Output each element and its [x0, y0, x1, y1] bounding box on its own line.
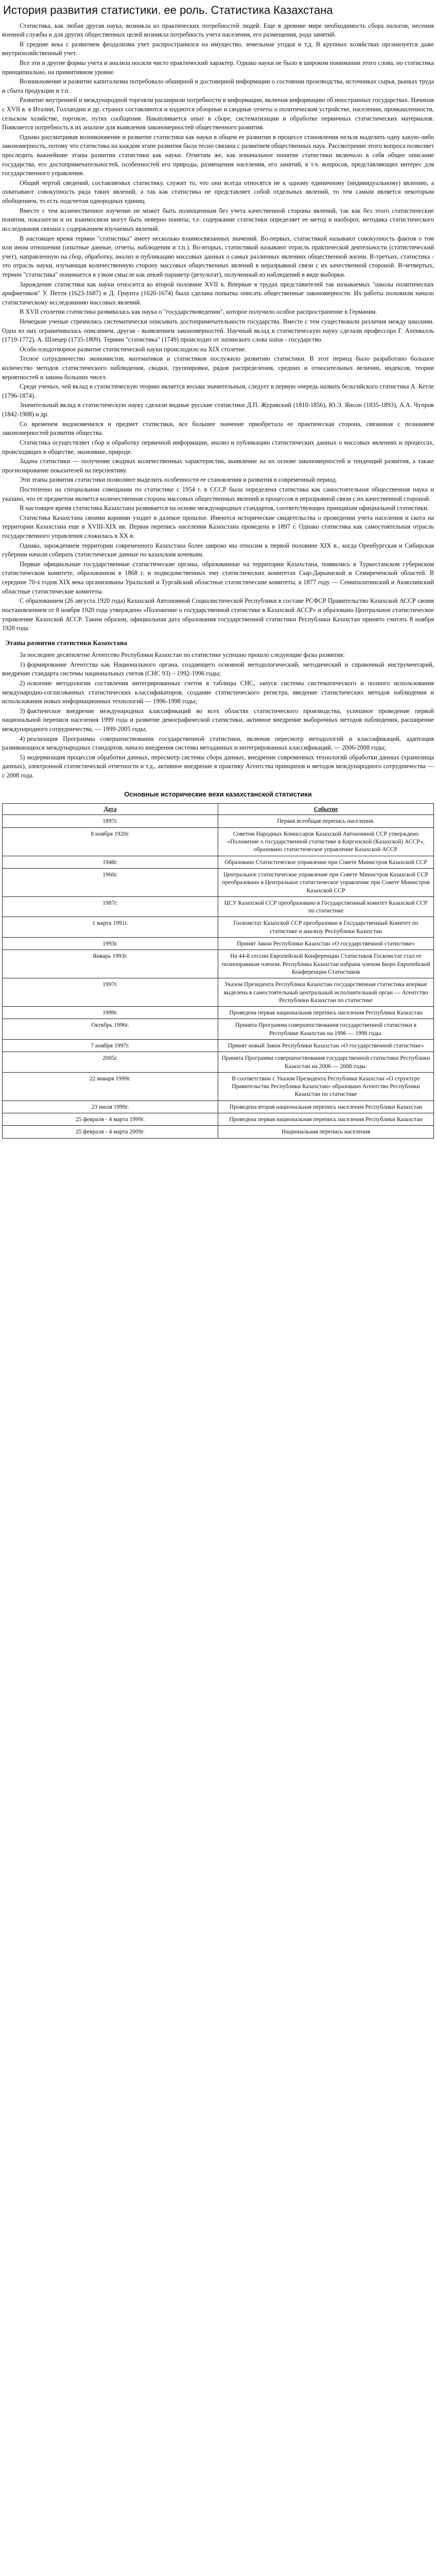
paragraph: Первые официальные государственные статистические органы, образованные на территории Казахстана, появились в Туркестанском губернском статистическом комитете, образованном в 1868 г. и подведомственных ему статистических комитетах Сыр-Дарьинской и Семиреченской областей. В середине 70-х годов XIX века организованы Уральский и Тургайский областные статистические комитеты, в 1877 году — Семипалатинский и Акмолинский областные статистические комитеты.	[2, 560, 434, 595]
paragraph: Статистика, как любая другая наука, возникла из практических потребностей людей. Еще в древние мире необходимость сбора налогов, несения военной службы и для других общественных целей возникла потребность учета населения, его размещения, рода занятий.	[2, 22, 434, 39]
date-cell: 1987г.	[3, 896, 218, 917]
date-cell: 1960г.	[3, 868, 218, 896]
table-row	[3, 1019, 434, 1040]
event-cell: Советом Народных Комиссаров Казахской Автономной ССР утверждено «Положение о государственной статистике в Киргизской (Казахской) АССР», образовано статистическое управление Казахской АССР.	[218, 827, 434, 856]
date-cell: 1993г.	[3, 938, 218, 950]
event-cell: Принята Программа совершенствования государственной статистики Республики Казахстан на 2006 — 2008 годы.	[218, 1052, 434, 1073]
date-cell: 2005г.	[3, 1052, 218, 1073]
table-row	[3, 978, 434, 1007]
event-column-header: Событие	[218, 804, 434, 815]
date-cell: 23 июля 1999г.	[3, 1100, 218, 1113]
date-cell: 1999г.	[3, 1007, 218, 1019]
event-cell: Принят новый Закон Республики Казахстан «О государственной статистике»	[218, 1039, 434, 1052]
stage-number: 5)	[20, 753, 25, 761]
table-row	[3, 1052, 434, 1073]
stage-text: реализация Программы совершенствования государственной статистики, включая пересмотр методологий и классификаций, адаптация развивающихся международных стандартов, начало внедрения системы метаданных и интегрированных классификаций, — 2006-2008 годы;	[2, 735, 434, 752]
paragraph: Общий чертой сведений, составляемых статистику, служит то, что они всегда относятся не к одному единичному (индивидуальному) явлению, а охватывают совокупность ряда таких явлений, а так как статистика не представляет собой отдельных явлений, то тем самым является некоторым обобщением, то есть подсчетом однородных единиц.	[2, 179, 434, 205]
table-row	[3, 1039, 434, 1052]
paragraph: Однако, зарождением территории современного Казахстана более широко мы относим к первой половине XIX в., когда Оренбургская и Сибирская губернии начали собирать статистические данные по казахским кочевьям.	[2, 541, 434, 558]
timeline-header-row	[3, 804, 434, 815]
event-cell: В соответствии с Указом Президента Республики Казахстан «О структуре Правительства Республики Казахстан» образовано Агентство Республики Казахстан по статистике	[218, 1072, 434, 1100]
paragraph: Со временем видоизменялся и предмет статистики, все большее значение приобретала ее практическая сторона, связанная с познанием закономерностей развития общества.	[2, 420, 434, 437]
table-row	[3, 1072, 434, 1100]
date-cell: 25 февраля - 4 марта 2009г.	[3, 1126, 218, 1138]
paragraph: Возникновение и развитие капитализма потребовало обширной и достоверной информации о состоянии производства, источниках сырья, рынках труда и сбыта продукции и т.п.	[2, 78, 434, 94]
stage-item	[2, 660, 434, 679]
event-cell: Проведена первая национальная перепись населения Республики Казахстан	[218, 1113, 434, 1126]
table-row	[3, 938, 434, 950]
timeline-body	[3, 815, 434, 1138]
date-cell: 1948г.	[3, 856, 218, 868]
date-cell: 1 марта 1991г.	[3, 917, 218, 938]
table-row	[3, 1100, 434, 1113]
paragraph: Задача статистики — получение сводных количественных характеристик, выявление на их основе закономерностей и тенденций развития, а также прогнозирование показателей на перспективу.	[2, 457, 434, 474]
page-title: История развития статистики. ее роль. Статистика Казахстана	[3, 4, 333, 16]
stage-item	[2, 707, 434, 734]
paragraph: Все эти и другие формы учета и анализа носили чисто практический характер. Однако науки не было в широком понимании этого слова, но статистика принципиально, на примитивном уровне.	[2, 59, 434, 76]
paragraph: Значительный вклад в статистическую науку сделали видные русские статистики Д.П. Журавский (1810-1856), Ю.Э. Янсон (1835-1893), А.А. Чупров (1842-1908) и др.	[2, 401, 434, 418]
paragraph: Статистика осуществляет сбор и обработку первичной информации, анализ и публикацию статистических данных о массовых явлениях и процессах, происходящих в обществе, экономике, природе.	[2, 438, 434, 455]
stage-number: 1)	[20, 660, 25, 668]
paragraph: В настоящее время статистика Казахстана развивается на основе международных стандартов, соответствующих принципам официальной статистики.	[20, 504, 429, 512]
paragraph: Эти этапы развития статистики позволяют выделить особенности ее становления и развития в современный период.	[20, 476, 337, 484]
stage-number: 4)	[20, 735, 25, 742]
stages-list	[2, 660, 434, 781]
stage-number: 2)	[20, 680, 25, 687]
table-row	[3, 917, 434, 938]
stage-item	[2, 753, 434, 781]
stages-heading: Этапы развития статистики Казахстана	[5, 638, 127, 647]
paragraph: Тесное сотрудничество экономистов, математиков и статистиков послужило развитию статистики. В этот период было разработано большое количество методов статистического наблюдения, сводки, группировки, рядов распределения, средних и относительных величин, индексов, теории вероятностей и закона больших чисел.	[2, 355, 434, 381]
event-cell: Национальная перепись населения	[218, 1126, 434, 1138]
paragraph: Развитие внутренней и международной торговли расширили потребности в информации, включая информацию об иностранных государствах. Начиная с XVII в. в Италии, Голландии и др. странах составляются и издаются обзорные и сводные отчеты о политическом устройстве, населении, промышленности, сельском хозяйстве, торговле, путях сообщения. Накапливается опыт в сборе, систематизации и обработке первичных статистических материалов. Появляется потребность в их анализе для выявления закономерностей общественного развития.	[2, 96, 434, 131]
paragraph: Среди ученых, чей вклад в статистическую теорию является весьма значительным, следует в первую очередь назвать бельгийского статистика А. Кетле (1796-1874).	[2, 383, 434, 399]
stage-item	[2, 735, 434, 753]
event-cell: ЦСУ Казахской ССР преобразовано в Государственный комитет Казахской ССР по статистике	[218, 896, 434, 917]
event-cell: На 44-й сессии Европейской Конференции Статистиков Госкомстат стал ее полноправным членом. Республика Казахстан избрана членом Бюро Европейской Конференции Статистиков	[218, 950, 434, 978]
paragraph: В средние века с развитием феодализма учет распространился на имущество, земельные угодья и т.д. В крупных хозяйствах организуется даже внутрихозяйственный учет.	[2, 40, 434, 57]
table-row	[3, 856, 434, 868]
table-row	[3, 827, 434, 856]
table-row	[3, 896, 434, 917]
table-row	[3, 868, 434, 896]
event-cell: Принят Закон Республики Казахстан «О государственной статистике»	[218, 938, 434, 950]
paragraph: Особо плодотворное развитие статистической науки происходило на XIX столетие.	[20, 345, 247, 353]
event-cell: Госкомстат Казахской ССР преобразован в Государственный Комитет по статистике и анализу Республики Казахстан	[218, 917, 434, 938]
event-cell: Центральное статистическое управление при Совете Министров Казахской ССР преобразовано в Центральное статистическое управление при Совете Министров Казахской ССР	[218, 868, 434, 896]
paragraph: Вместе с тем количественное изучение не может быть полноценным без учета качественной стороны явлений, так как без этого статистические понятия, показатели и их взаимосвязи могут быть неверно поняты, т.е. содержание статистики определяет ее метод и наоборот, методика статистического исследования связана с содержанием изучаемых явлений.	[2, 207, 434, 232]
paragraph: Статистика Казахстана своими корнями уходит в далекое прошлое. Имеются исторические свидетельства о проведении учета населения и скота на территории Казахстана еще в XVIII-XIX вв. Первая перепись населения Казахстана проведена в 1897 г. Однако статистика как самостоятельная отрасль государственного управления сложилась в XX в.	[2, 514, 434, 540]
event-cell: Указом Президента Республики Казахстан государственная статистика впервые выделена в самостоятельный центральный исполнительный орган — Агентство Республики Казахстан по статистике	[218, 978, 434, 1007]
stages-intro: За последнее десятилетие Агентство Республики Казахстан по статистике успешно прошло следующие фазы развития:	[20, 651, 345, 659]
stage-text: модернизация процессов обработки данных, пересмотр системы сбора данных, внедрение современных технологий обработки данных (хранилища данных), электронной статистической отчетности и т.д., активное внедрение в практику Агентства принципов и методов международного сотрудничества — с 2008 года.	[2, 753, 434, 779]
event-cell: Принята Программа совершенствования государственной статистики в Республике Казахстан на 1996 — 1998 годы.	[218, 1019, 434, 1040]
table-row	[3, 950, 434, 978]
paragraph: Немецкие ученые стремились систематически описывать достопримечательности государства. Вместе с тем существовали различия между школами. Одна из них ограничивалась описанием, другая - выявлением закономерностей. Научный вклад в статистическую науку сделали профессора Г. Ахенвалль (1719-1772), А. Шлецер (1735-1809). Термин "статистика" (1749) происходит от латинского слова status - государство.	[2, 318, 434, 344]
stage-text: фактическое внедрение международных классификаций во всех областях статистического производства, успешное проведение первой национальной переписи населения 1999 года и развитие демографической статистики, активное внедрение выборочных методов наблюдения, расширение международного сотрудничества, — 1999-2005 годы;	[2, 707, 434, 733]
date-cell: 7 ноября 1997г.	[3, 1039, 218, 1052]
paragraph: Постепенно на специальном совещании по статистике с 1954 г. в СССР была определена статистика как самостоятельная общественная наука и указано, что ее предметом является количественная сторона массовых общественных явлений и процессов в неразрывной связи с их качественной стороной.	[2, 485, 434, 502]
paragraph: В XVII столетии статистика развивалась как наука о "государствоведении", которое получило особое распространение в Германии.	[20, 308, 377, 316]
stage-text: формирование Агентства как Национального органа, создающего основной методологический, методический и справочный инструментарий, внедрение стандарта системы национальных счетов (СНС 93) – 1992-1996 годы;	[2, 660, 434, 677]
timeline-title: Основные исторические вехи казахстанской статистики	[124, 790, 312, 798]
paragraph: Однако рассматривая возникновение и развитие статистики как науки в общем ее развитии в процессе становления нельзя выделить одну какую-либо закономерность, потому что статистика на каждом этапе развития была тесно связана с развитием общественных наук. Рассмотрение этого вопроса позволяет проследить важнейшие этапы развития статистики как науки. Отметим же, как изначальное понятие статистики включало в себя общее описание государства, его достопримечательностей, особенностей его природы, размещения населения, его занятий, в т.ч. вопросов, представляющих интерес для государственного управления.	[2, 133, 434, 177]
date-cell: 1997г.	[3, 978, 218, 1007]
table-row	[3, 1126, 434, 1138]
event-cell: Первая всеобщая перепись населения.	[218, 815, 434, 827]
stage-number: 3)	[20, 707, 25, 715]
paragraph: Зарождение статистики как науки относится ко второй половине XVII в. Впервые в трудах представителей так называемых "школы политических арифметиков" У. Петти (1623-1687) и Д. Граунта (1620-1674) была сделана попытка описать общественные закономерности. Их работы положили начало статистическому исследованию массовых явлений.	[2, 280, 434, 306]
stage-text: освоение методологии составления интегрированных счетов в таблицы СНС, запуск системы систематического и полного использования международно-согласованных статистических классификаторов, создание статистического регистра, введение статистических методов наблюдения и использования новых информационных технологий — 1996-1998 годы;	[2, 680, 434, 705]
table-row	[3, 815, 434, 827]
date-cell: 8 ноября 1920г.	[3, 827, 218, 856]
article	[0, 0, 436, 1159]
paragraph: С образованием (26 августа 1920 года) Казахской Автономной Социалистической Республики в составе РСФСР Правительство Казахской АССР своим постановлением от 8 ноября 1920 года утверждено «Положение о государственной статистике в Казахской АССР» и образовано Центральное статистическое управление Казахской АССР. Таким образом, официальная дата образования государственной статистики Республики Казахстан принято считать 8 ноября 1920 года.	[2, 597, 434, 632]
date-cell: Январь 1993г.	[3, 950, 218, 978]
event-cell: Проведена вторая национальная перепись населения Республики Казахстан	[218, 1100, 434, 1113]
stage-item	[2, 679, 434, 706]
date-cell: 25 февраля - 4 марта 1999г.	[3, 1113, 218, 1126]
table-row	[3, 1113, 434, 1126]
intro-section	[2, 22, 434, 633]
event-cell: Образовано Статистическое управление при Совете Министров Казахской ССР	[218, 856, 434, 868]
date-cell: Октябрь 1996г.	[3, 1019, 218, 1040]
timeline-table	[2, 803, 434, 1139]
paragraph: В настоящее время термин "статистика" имеет несколько взаимосвязанных значений. Во-первых, статистикой называют совокупность фактов о том или ином отношении (опытные данные, отчеты, наблюдения и т.п.). Во-вторых, статистикой называют отрасль практической деятельности (статистический учет), направленную на сбор, обработку, анализ и публикацию массовых данных о самых различных явлениях общественной жизни. В-третьих, статистика - это отрасль науки, изучающая количественную сторону массовых общественных явлений в неразрывной связи с их качественной стороной. В-четвертых, термин "статистика" понимается в узком смысле как некий параметр (результат), полученный из наблюдений в виде выборки.	[2, 234, 434, 278]
date-cell: 1897г.	[3, 815, 218, 827]
table-row	[3, 1007, 434, 1019]
event-cell: Проведена первая национальная перепись населения Республики Казахстан	[218, 1007, 434, 1019]
date-column-header: Дата	[3, 804, 218, 815]
date-cell: 22 января 1999г.	[3, 1072, 218, 1100]
